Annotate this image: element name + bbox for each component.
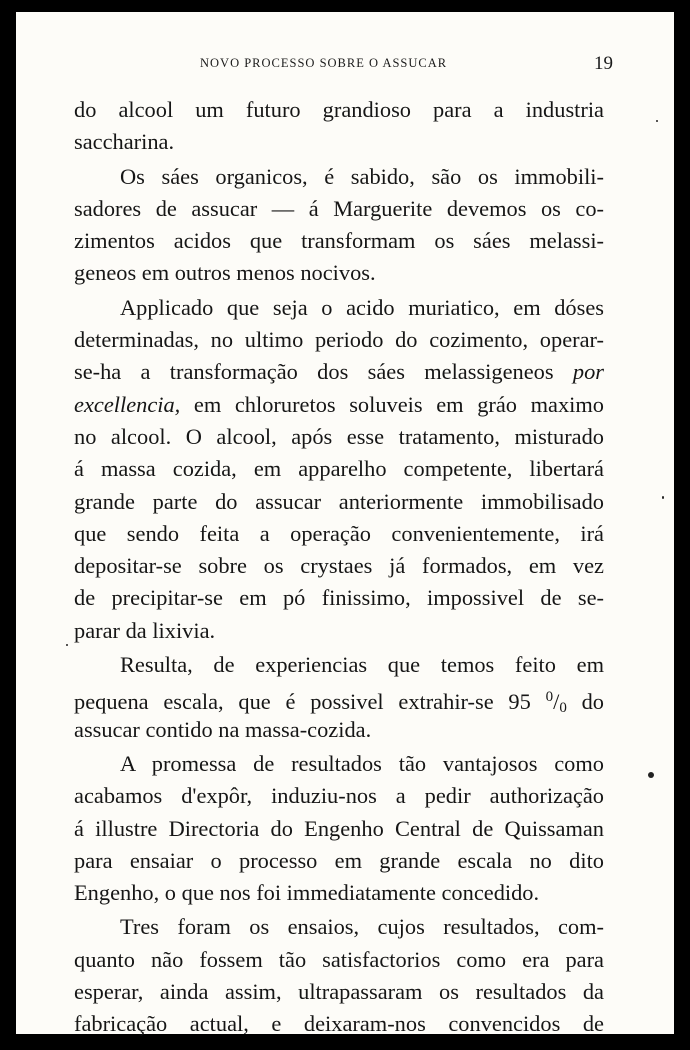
scan-speck <box>66 644 68 646</box>
book-page <box>16 12 674 1037</box>
text-line: zimentos acidos que transformam os sáes melassi- <box>74 228 604 254</box>
paragraph <box>74 911 604 1040</box>
scan-speck <box>648 772 654 778</box>
scan-speck <box>662 496 664 499</box>
text-line: de precipitar-se em pó finissimo, impossivel de se- <box>74 585 604 611</box>
running-head <box>16 53 674 76</box>
text-line: Tres foram os ensaios, cujos resultados, com- <box>120 914 604 940</box>
italic-word: por <box>572 359 604 385</box>
running-title: NOVO PROCESSO SOBRE O ASSUCAR <box>200 56 448 70</box>
text-line: do alcool um futuro grandioso para a industria <box>74 97 604 122</box>
text-line: fabricação actual, e deixaram-nos convencidos de <box>74 1011 604 1037</box>
text-line: acabamos d'expôr, induziu-nos a pedir authorização <box>74 783 604 809</box>
paragraph <box>74 94 604 159</box>
text-line: no alcool. O alcool, após esse tratamento, misturado <box>74 423 604 449</box>
italic-word: excellencia, <box>74 391 181 417</box>
text-line: A promessa de resultados tão vantajosos como <box>120 750 604 776</box>
text-line: grande parte do assucar anteriormente immobilisado <box>74 488 604 514</box>
text-line: determinadas, no ultimo periodo do cozimento, operar- <box>74 327 604 353</box>
text-line: depositar-se sobre os crystaes já formados, em vez <box>74 553 604 579</box>
percent-sign-bottom: 0 <box>559 700 567 717</box>
text-line: á illustre Directoria do Engenho Central de Quissaman <box>74 815 604 841</box>
text-line: quanto não fossem tão satisfactorios como era para <box>74 946 604 972</box>
text-line: á massa cozida, em apparelho competente, libertará <box>74 456 604 482</box>
text-line: saccharina. <box>74 129 175 155</box>
text-line: esperar, ainda assim, ultrapassaram os resultados da <box>74 979 604 1005</box>
paragraph <box>74 292 604 647</box>
percent-sign-top: 0 <box>545 689 554 706</box>
paragraph <box>74 748 604 909</box>
text-line: sadores de assucar — á Marguerite devemos os co- <box>74 195 604 221</box>
text-line: Resulta, de experiencias que temos feito em <box>120 652 604 678</box>
paragraph <box>74 649 604 746</box>
text-line: que sendo feita a operação convenientemente, irá <box>74 520 604 546</box>
text-line: Applicado que seja o acido muriatico, em dóses <box>120 294 604 320</box>
text-line: parar da lixivia. <box>74 617 216 643</box>
text-line: Os sáes organicos, é sabido, são os immobili- <box>120 163 604 189</box>
text-line-with-italic: excellencia, em chloruretos soluveis em gráo maximo <box>74 391 604 417</box>
page-number: 19 <box>594 53 613 74</box>
paragraph <box>74 161 604 290</box>
body-text <box>74 94 604 1041</box>
text-line-with-percent: pequena escala, que é possivel extrahir-se 95 $^0/_0$ do <box>74 689 604 717</box>
text-line: para ensaiar o processo em grande escala no dito <box>74 847 604 873</box>
text-line: Engenho, o que nos foi immediatamente concedido. <box>74 880 540 906</box>
scan-speck <box>656 120 658 122</box>
text-line-with-italic: se-ha a transformação dos sáes melassigeneos por <box>74 359 604 385</box>
text-line: geneos em outros menos nocivos. <box>74 260 376 286</box>
text-line: assucar contido na massa-cozida. <box>74 716 372 742</box>
